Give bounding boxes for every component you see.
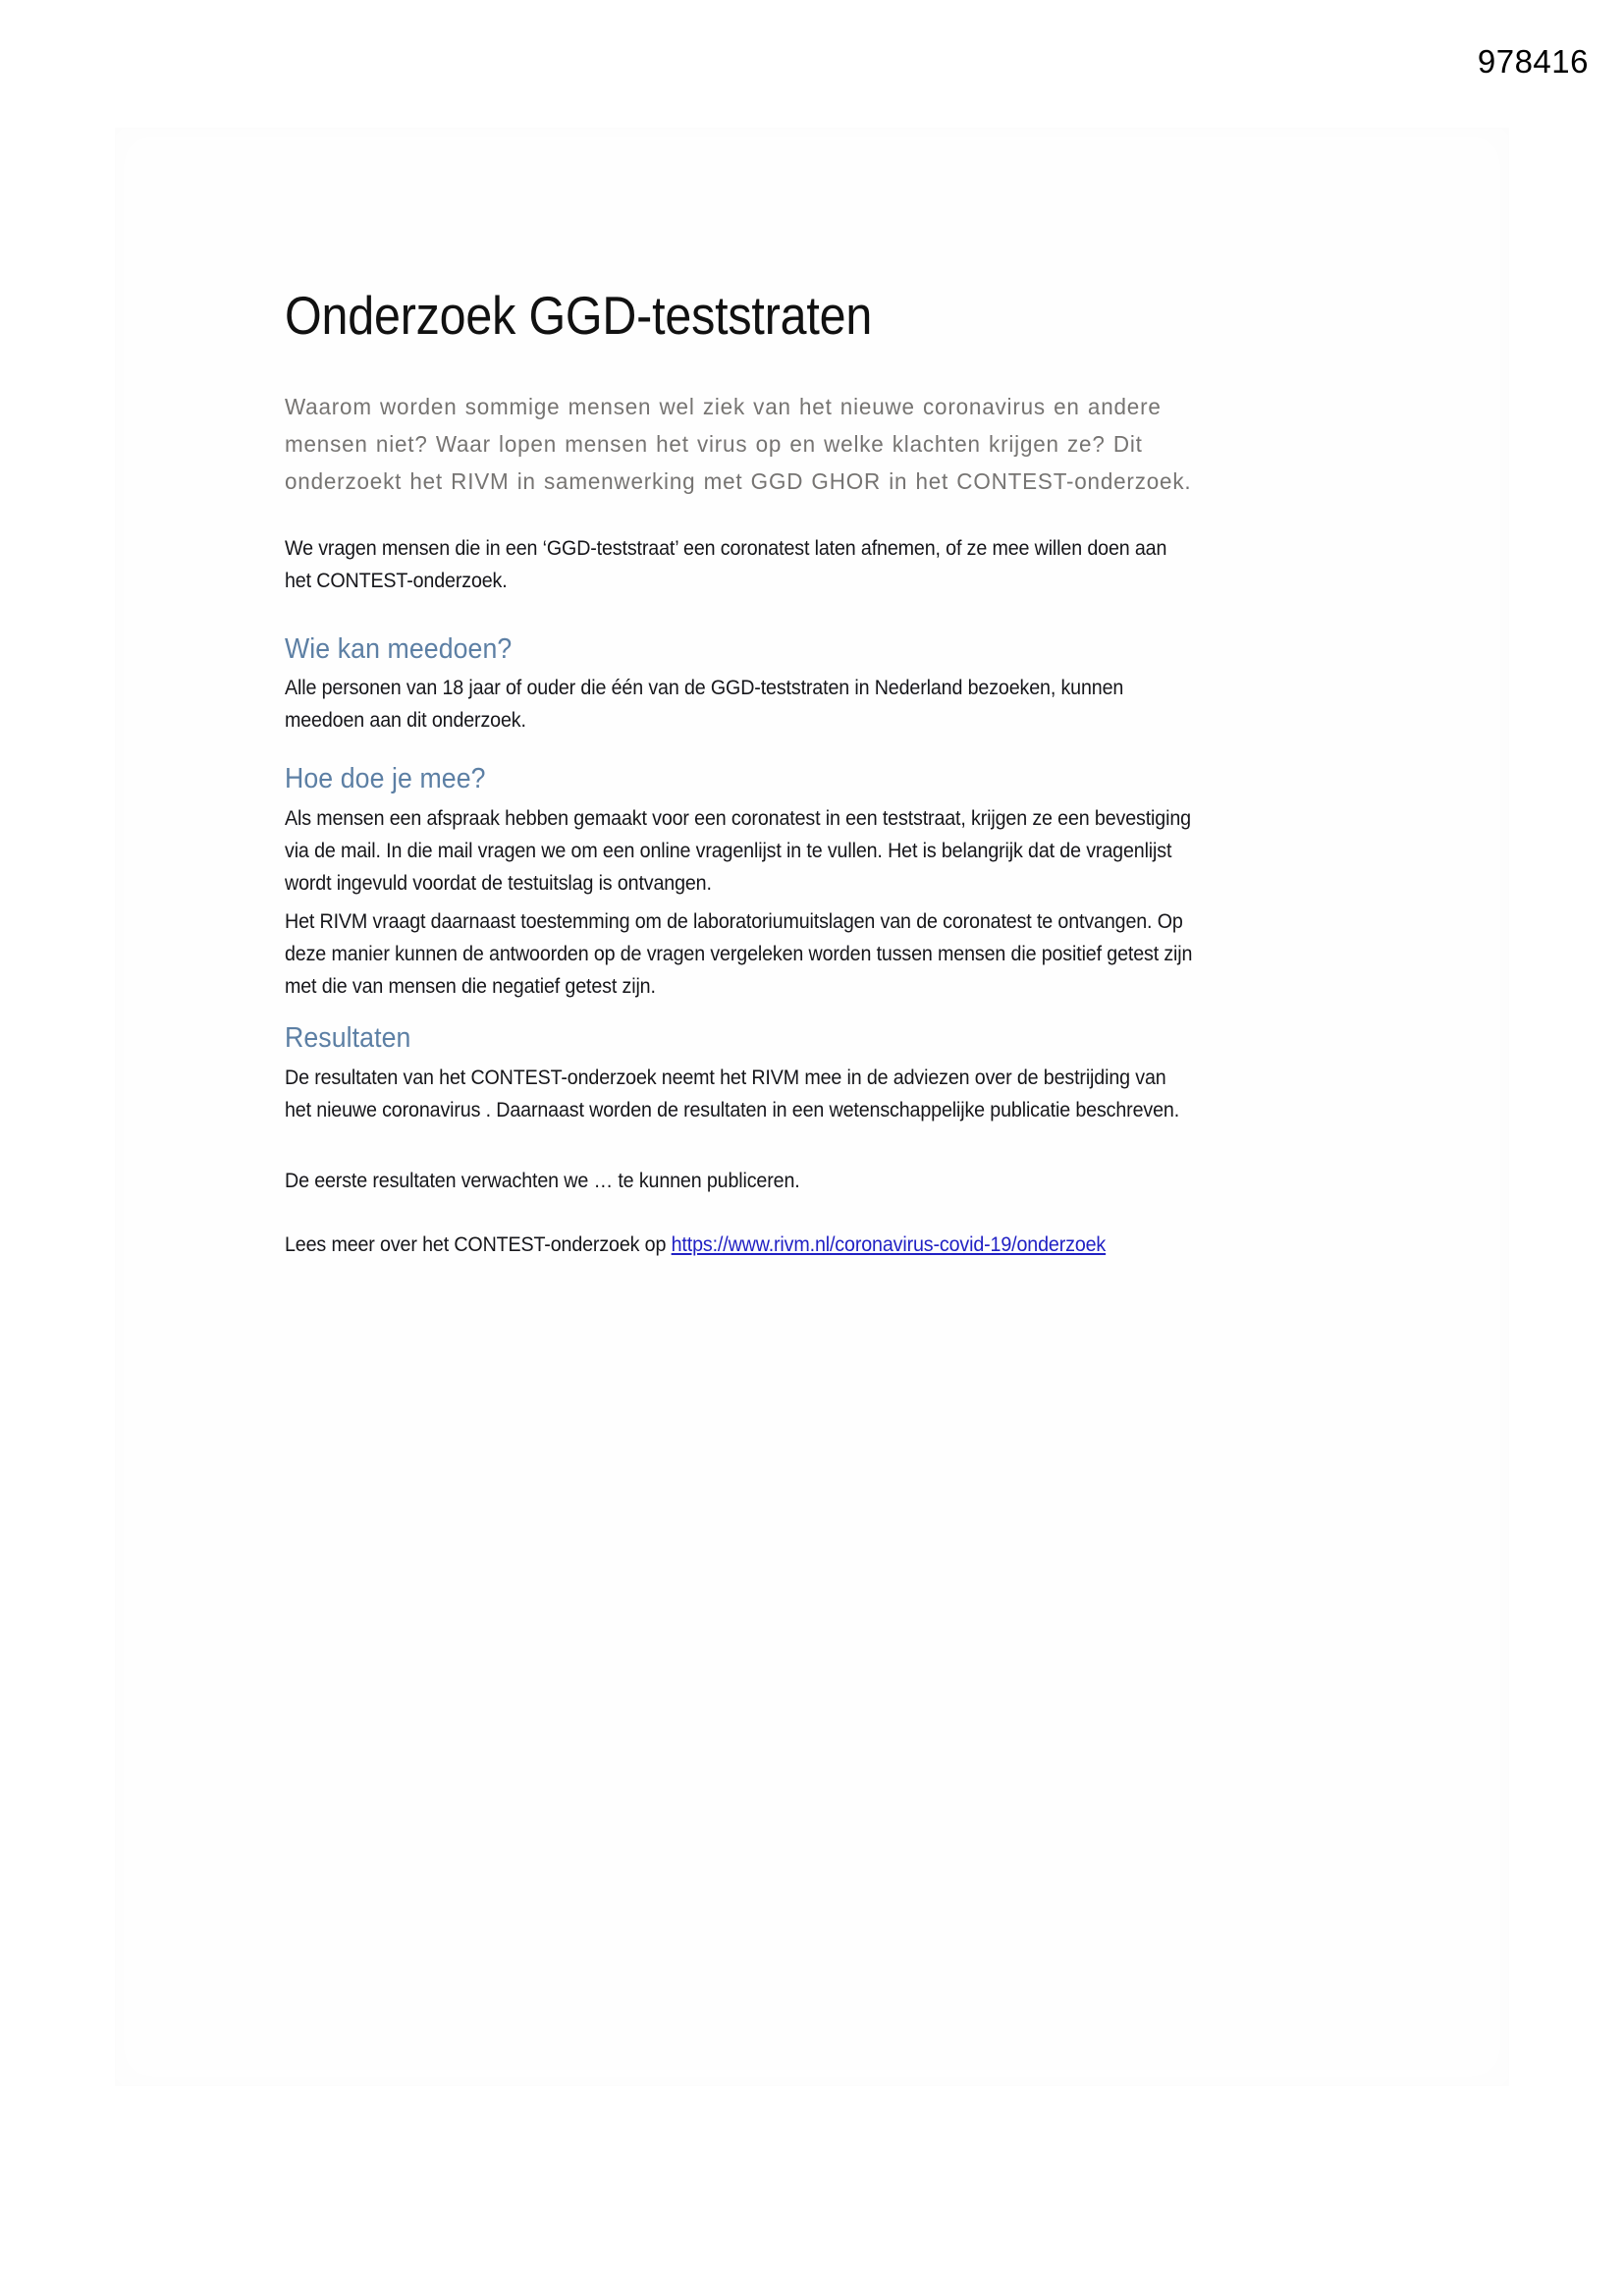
section-paragraph-hoe-doe-je-mee-1: Als mensen een afspraak hebben gemaakt voor een coronatest in een teststraat, krijgen ze een bevestiging via de mail. In die mail vragen we om een online vragenlijst in te vullen. Het is belangrijk dat de vragenlijst wordt ingevuld voordat de testuitslag is ontvangen. (285, 806, 1191, 895)
intro-paragraph: We vragen mensen die in een ‘GGD-teststraat’ een coronatest laten afnemen, of ze mee willen doen aan het CONTEST-onderzoek. (285, 536, 1167, 592)
footer-read-more-prefix: Lees meer over het CONTEST-onderzoek op (285, 1232, 672, 1256)
section-heading-hoe-doe-je-mee: Hoe doe je mee? (285, 763, 486, 794)
section-paragraph-resultaten-2: De eerste resultaten verwachten we … te kunnen publiceren. (285, 1169, 800, 1192)
document-id-number: 978416 (1477, 43, 1589, 80)
lead-paragraph: Waarom worden sommige mensen wel ziek van het nieuwe coronavirus en andere mensen niet? Waar lopen mensen het virus op en welke klachten krijgen ze? Dit onderzoekt het RIVM in samenwerking met GGD GHOR in het CONTEST-onderzoek. (285, 394, 1192, 494)
page-header (0, 0, 1624, 128)
footer-read-more-line (285, 1229, 1197, 1261)
page-title: Onderzoek GGD-teststraten (285, 285, 873, 346)
section-paragraph-resultaten-1: De resultaten van het CONTEST-onderzoek neemt het RIVM mee in de adviezen over de bestrijding van het nieuwe coronavirus . Daarnaast worden de resultaten in een wetenschappelijke publicatie beschreven. (285, 1066, 1180, 1121)
section-heading-wie-kan-meedoen: Wie kan meedoen? (285, 633, 513, 665)
section-heading-resultaten: Resultaten (285, 1022, 411, 1054)
rivm-onderzoek-link[interactable]: https://www.rivm.nl/coronavirus-covid-19/onderzoek (671, 1232, 1107, 1256)
section-paragraph-wie-kan-meedoen: Alle personen van 18 jaar of ouder die één van de GGD-teststraten in Nederland bezoeken, kunnen meedoen aan dit onderzoek. (285, 676, 1124, 732)
section-paragraph-hoe-doe-je-mee-2: Het RIVM vraagt daarnaast toestemming om de laboratoriumuitslagen van de coronatest te ontvangen. Op deze manier kunnen de antwoorden op de vragen vergeleken worden tussen mensen die positief getest zijn met die van mensen die negatief getest zijn. (285, 909, 1193, 998)
